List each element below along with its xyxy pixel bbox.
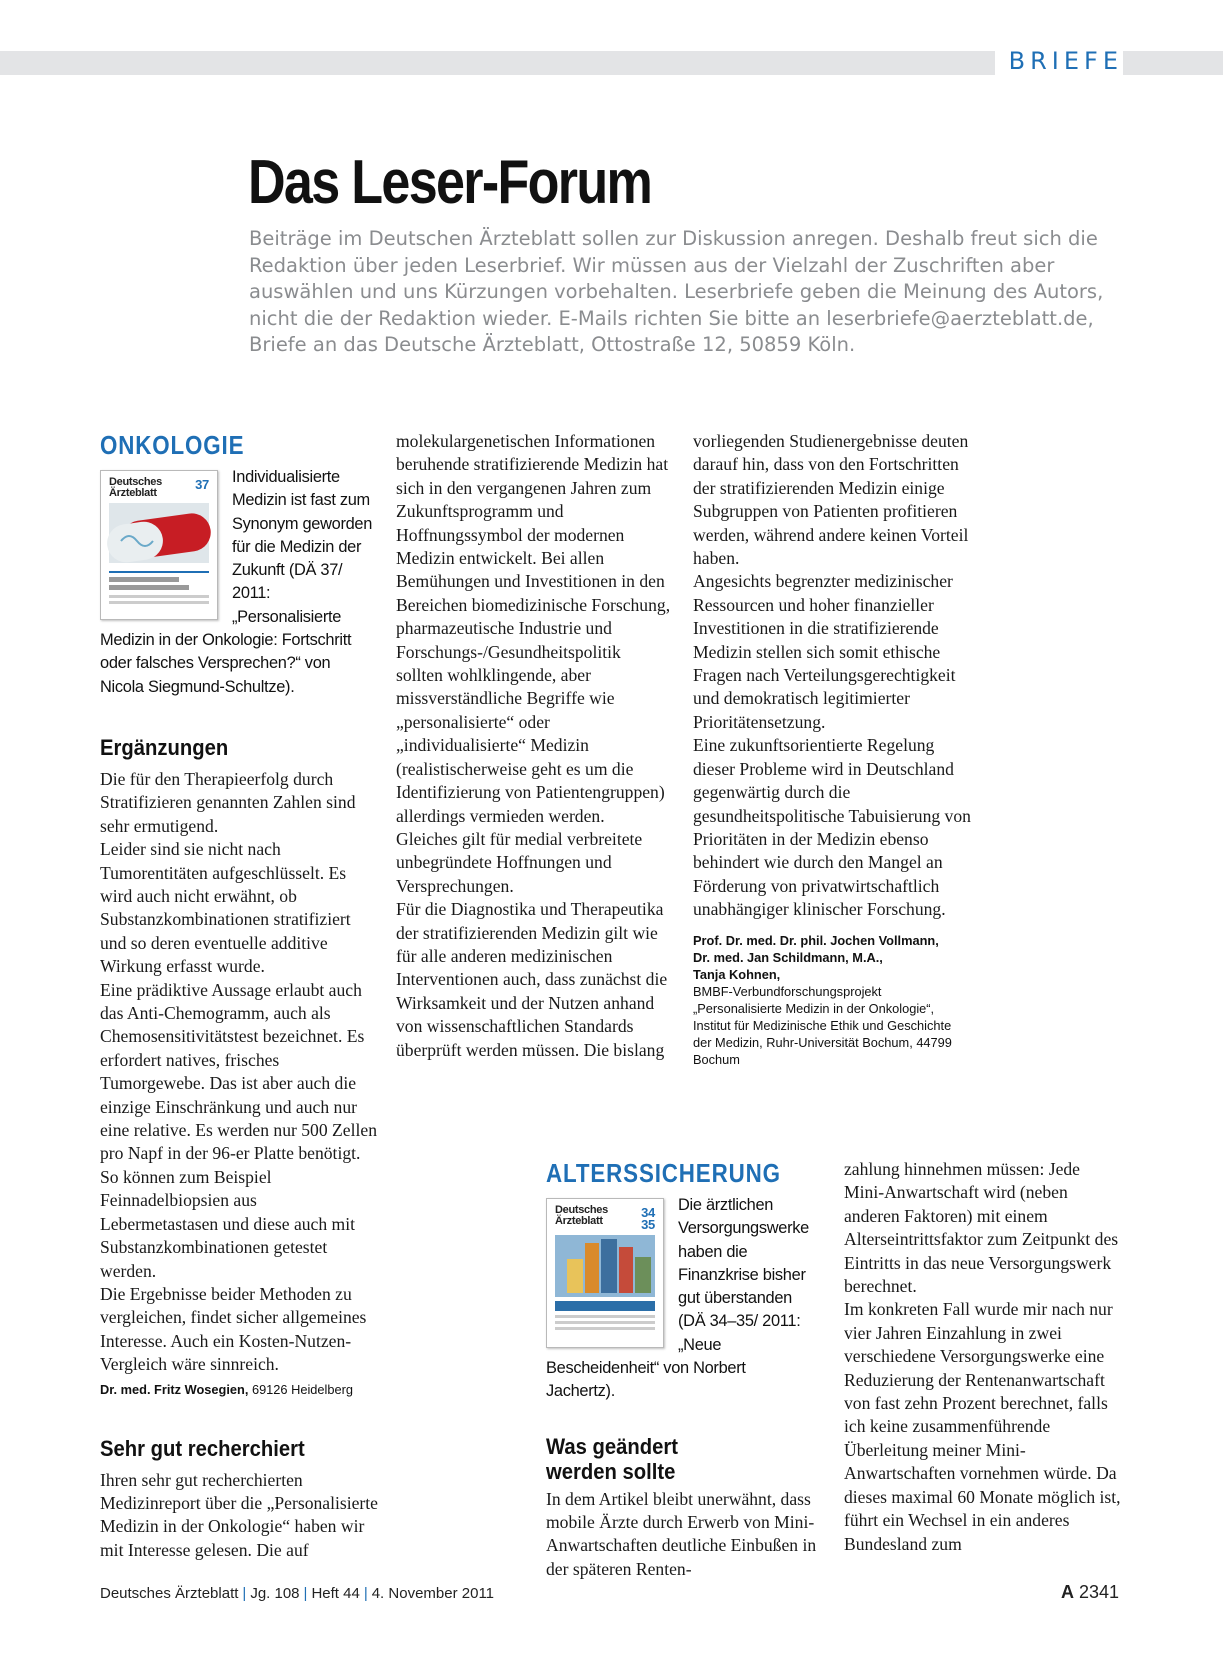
letter-paragraph: Angesichts begrenzter medizinischer Ressourcen und hoher finanzieller Investitionen in die stratifizierende Medizin stellen sich somit ethische Fragen nach Verteilungsgerechtigkeit und demokratisch legitimierter Prioritätensetzung. <box>693 571 956 732</box>
letter-paragraph: vorliegenden Studienergebnisse deuten darauf hin, dass von den Fortschritten der stratifizierenden Medizin einige Subgruppen von Patienten profitieren werden, während andere keinen Vorteil haben. <box>693 431 969 569</box>
letter-paragraph: Ihren sehr gut recherchierten Medizinreport über die „Personalisierte Medizin in der Onkologie“ haben wir mit Interesse gelesen. Die auf <box>100 1469 378 1560</box>
cover-issue-number: 37 <box>195 477 209 492</box>
letter-signature: Dr. med. Fritz Wosegien, 69126 Heidelberg <box>100 1381 353 1397</box>
alterssicherung-column-2 <box>844 1158 1122 1556</box>
page-number: A 2341 <box>1060 1582 1119 1602</box>
column-3 <box>693 430 971 1068</box>
intro-text: Beiträge im Deutschen Ärzteblatt sollen zur Diskussion anregen. Deshalb freut sich die Redaktion über jeden Leserbrief. Wir müssen aus der Vielzahl der Zuschriften aber auswählen und uns Kürzungen vorbehalten. Leserbriefe geben die Meinung des Autors, nicht die der Redaktion wieder. E-Mails richten Sie bitte an leserbriefe@aerzteblatt.de, Briefe an das Deutsche Ärzteblatt, Ottostraße 12, 50859 Köln. <box>249 227 1104 357</box>
rubric-alterssicherung: ALTERSSICHERUNG <box>546 1158 781 1188</box>
letter-paragraph: Gleiches gilt für medial verbreitete unbegründete Hoffnungen und Versprechungen. <box>396 828 643 896</box>
rubric-onkologie: ONKOLOGIE <box>100 430 245 460</box>
letter-paragraph: Leider sind sie nicht nach Tumorentitäten aufgeschlüsselt. Es wird auch nicht erwähnt, ob Substanzkombinationen stratifiziert und so deren eventuelle additive Wirkung erfasst wurde. <box>100 839 351 977</box>
pill-illustration-icon <box>101 471 217 619</box>
letter-paragraph: Die für den Therapieerfolg durch Stratifizieren genannten Zahlen sind sehr ermutigend. <box>100 768 356 836</box>
alterssicherung-reference: Deutsches Ärzteblatt 34 35 Die ärztlichen Versorgungswerke haben die Finanzkrise bisher gut überstanden (DÄ 34–35/ 2011: „Neue Bescheidenheit“ von Norbert Jachertz). <box>546 1196 809 1401</box>
letter-signature-authors: Prof. Dr. med. Dr. phil. Jochen Vollmann, Dr. med. Jan Schildmann, M.A., Tanja Kohnen, BMBF-Verbundforschungsprojekt „Personalisierte Medizin in der Onkologie“, Institut für Medizinische Ethik und Geschichte der Medizin, Ruhr-Universität Bochum, 44799 Bochum <box>693 932 952 1067</box>
cover-brand: Deutsches Ärzteblatt <box>555 1204 608 1227</box>
letter-paragraph: Die Ergebnisse beider Methoden zu vergleichen, findet sicher allgemeines Interesse. Auch ein Kosten-Nutzen-Vergleich wäre sinnreich. <box>100 1283 367 1375</box>
page-title: Das Leser-Forum <box>248 148 652 217</box>
cover-brand: Deutsches Ärzteblatt <box>109 476 162 499</box>
letter-heading-sehr-gut-recherchiert: Sehr gut recherchiert <box>100 1435 305 1461</box>
letter-paragraph: Eine prädiktive Aussage erlaubt auch das Anti-Chemogramm, auch als Chemosensitivitätstest bezeichnet. Es erfordert natives, frisches Tumorgewebe. Das ist aber auch die einzige Einschränkung und auch nur eine relative. Es werden nur 500 Zellen pro Napf in der 96-er Platte benötigt. So können zum Beispiel Feinnadelbiopsien aus Lebermetastasen und diese auch mit Substanzkombinationen getestet werden. <box>100 979 377 1281</box>
letter-paragraph: molekulargenetischen Informationen beruhende stratifizierende Medizin hat sich in den vergangenen Jahren zum Zukunftsprogramm und Hoffnungssymbol der modernen Medizin entwickelt. Bei allen Bemühungen und Investitionen in den Bereichen biomedizinische Forschung, pharmazeutische Industrie und Forschungs-/Gesundheitspolitik sollten wohlklingende, aber missverständliche Begriffe wie „personalisierte“ oder „individualisierte“ Medizin (realistischerweise geht es um die Identifizierung von Patientengruppen) allerdings vermieden werden. <box>396 431 671 826</box>
section-label: BRIEFE <box>995 46 1123 76</box>
letter-paragraph: In dem Artikel bleibt unerwähnt, dass mobile Ärzte durch Erwerb von Mini-Anwartschaften deutliche Einbußen in der späteren Renten- <box>546 1488 817 1579</box>
letter-paragraph: Eine zukunftsorientierte Regelung dieser Probleme wird in Deutschland gegenwärtig durch die gesundheitspolitische Tabuisierung von Prioritäten in der Medizin ebenso behindert wie durch den Mangel an Förderung von privatwirtschaftlich unabhängiger klinischer Forschung. <box>693 735 971 920</box>
cover-issue-number: 34 35 <box>641 1205 655 1232</box>
column-1 <box>100 430 378 1562</box>
column-2 <box>396 430 672 1062</box>
letter-paragraph: zahlung hinnehmen müssen: Jede Mini-Anwartschaft wird (neben anderen Faktoren) mit einem Alterseintrittsfaktor zum Zeitpunkt des Eintritts in das neue Versorgungswerk berechnet. <box>844 1159 1119 1297</box>
building-illustration-icon <box>547 1199 663 1347</box>
letter-paragraph: Im konkreten Fall wurde mir nach nur vier Jahren Einzahlung in zwei verschiedene Versorgungswerke eine Reduzierung der Rentenanwartschaft von fast zehn Prozent berechnet, falls ich keine zusammenführende Überleitung meiner Mini-Anwartschaften vornehmen würde. Da dieses maximal 60 Monate möglich ist, führt ein Wechsel in ein anderes Bundesland zum <box>844 1299 1121 1554</box>
letter-paragraph: Für die Diagnostika und Therapeutika der stratifizierenden Medizin gilt wie für alle anderen medizinischen Interventionen auch, dass zunächst die Wirksamkeit und der Nutzen anhand von wissenschaftlichen Standards überprüft werden müssen. Die bislang <box>396 899 668 1060</box>
onkologie-reference: Deutsches Ärzteblatt 37 Individualisierte Medizin ist fast zum Synonym geworden für die Medizin der Zukunft (DÄ 37/ 2011: „Personalisierte Medizin in der Onkologie: Fortschritt oder falsches Versprechen?“ von Nicola Siegmund-Schultze). <box>100 468 373 696</box>
footer-journal-info: Deutsches Ärzteblatt | Jg. 108 | Heft 44 | 4. November 2011 <box>100 1585 495 1602</box>
letter-heading-was-geaendert: Was geändert werden sollte <box>546 1433 678 1484</box>
cover-image-34-35 <box>546 1198 664 1348</box>
alterssicherung-column-1 <box>546 1158 818 1581</box>
letter-heading-ergaenzungen: Ergänzungen <box>100 734 229 760</box>
cover-image-37 <box>100 470 218 620</box>
